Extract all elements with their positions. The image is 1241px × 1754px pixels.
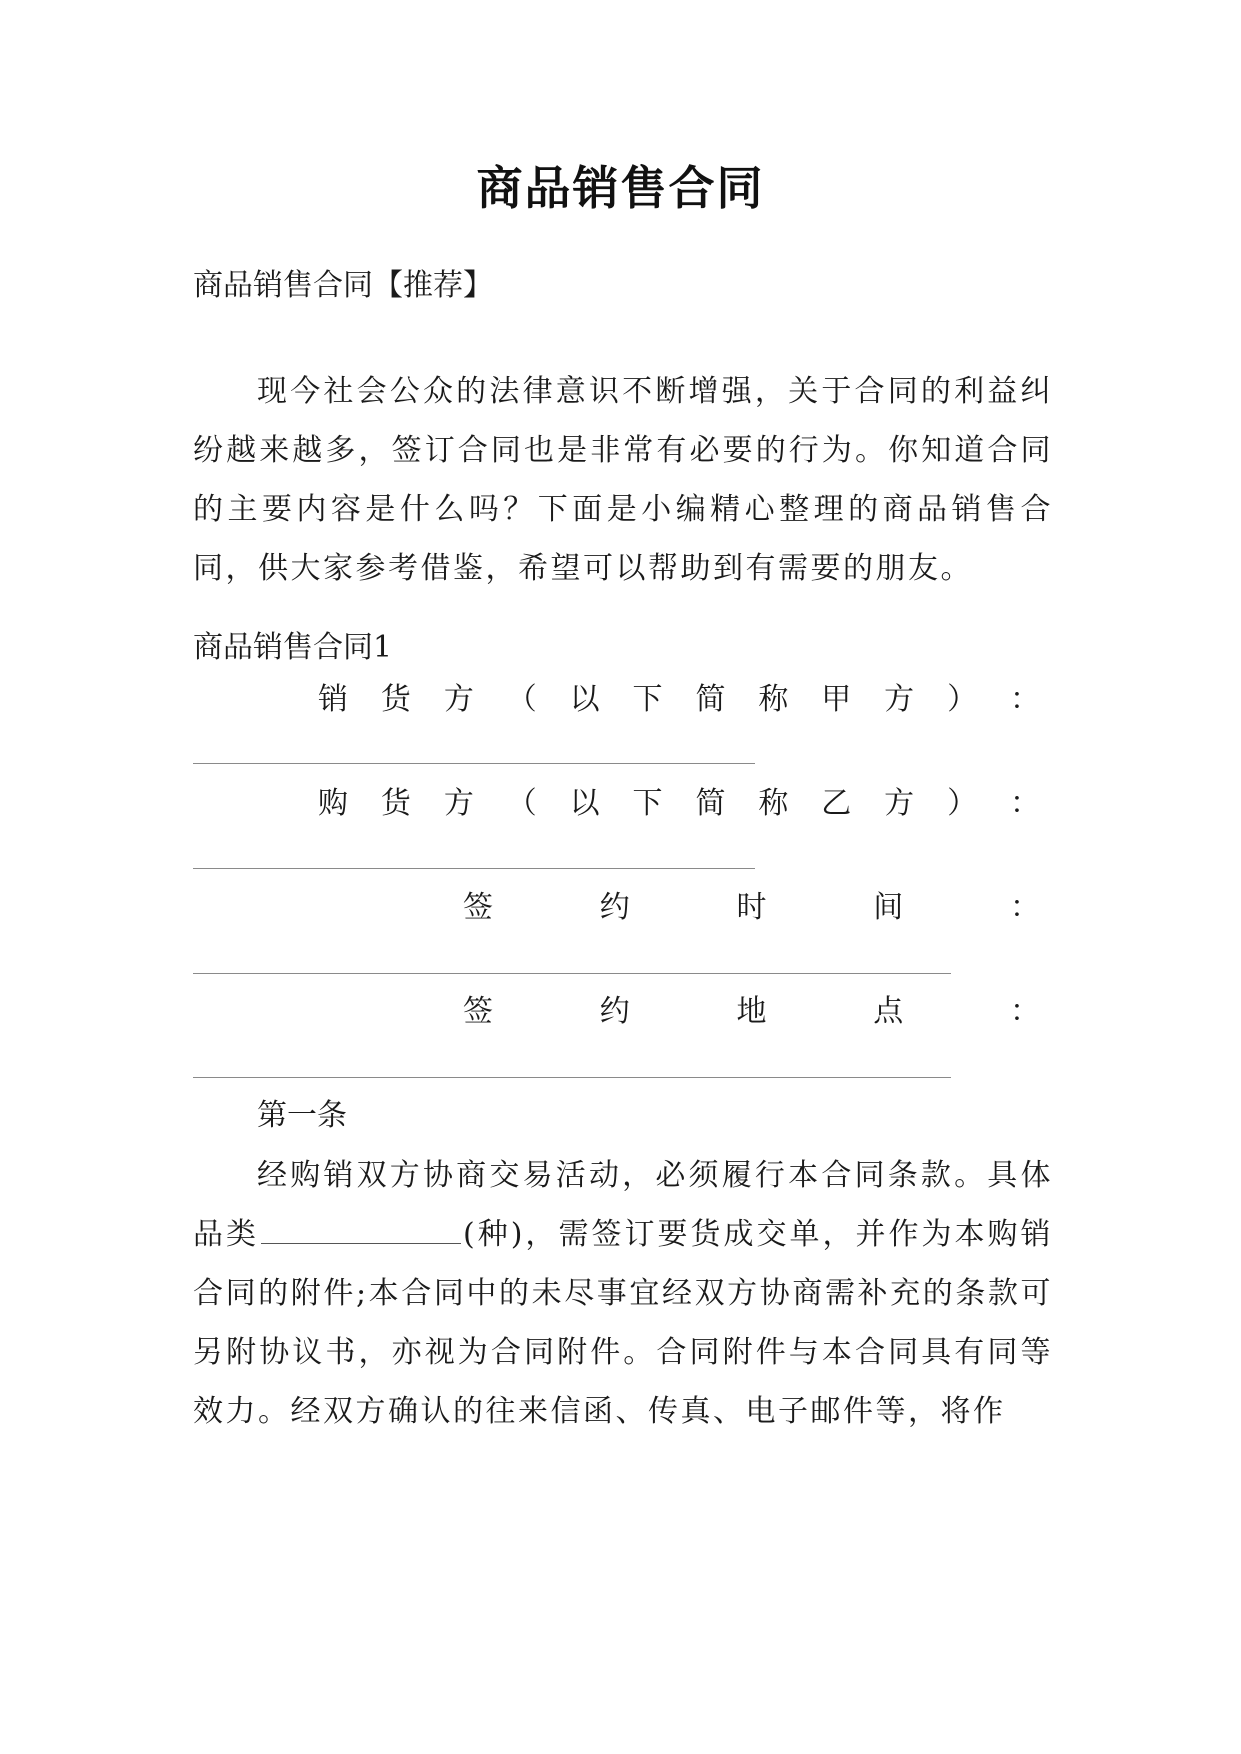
seller-label: 销 货 方 （ 以 下 简 称 甲 方 ） ： — [318, 682, 1040, 717]
article1-paragraph — [193, 1146, 1053, 1441]
sign-place-label: 签 约 地 点 ： — [463, 994, 1040, 1029]
buyer-label: 购 货 方 （ 以 下 简 称 乙 方 ） ： — [318, 786, 1040, 821]
seller-blank-line — [193, 763, 755, 764]
document-title: 商品销售合同 — [476, 161, 765, 215]
document-subtitle: 商品销售合同【推荐】 — [193, 268, 493, 303]
sign-place-blank-line — [193, 1077, 951, 1078]
sign-time-label: 签 约 时 间 ： — [463, 890, 1040, 925]
buyer-blank-line — [193, 868, 755, 869]
sign-time-blank-line — [193, 973, 951, 974]
article1-text-part2: (种)，需签订要货成交单，并作为本购销合同的附件;本合同中的未尽事宜经双方协商需补充的条款可另附协议书，亦视为合同附件。合同附件与本合同具有同等效力。经双方确认的往来信函、传真、电子邮件等，将作 — [193, 1217, 1053, 1429]
intro-paragraph: 现今社会公众的法律意识不断增强，关于合同的利益纠纷越来越多，签订合同也是非常有必要的行为。你知道合同的主要内容是什么吗？下面是小编精心整理的商品销售合同，供大家参考借鉴，希望可以帮助到有需要的朋友。 — [193, 374, 1053, 586]
category-blank — [261, 1213, 461, 1244]
article1-text-part1: 经购销双方协商交易活动，必须履行本合同条款。具体品类 — [193, 1158, 1053, 1252]
contract-heading: 商品销售合同1 — [193, 630, 393, 665]
article1-heading: 第一条 — [257, 1098, 347, 1133]
